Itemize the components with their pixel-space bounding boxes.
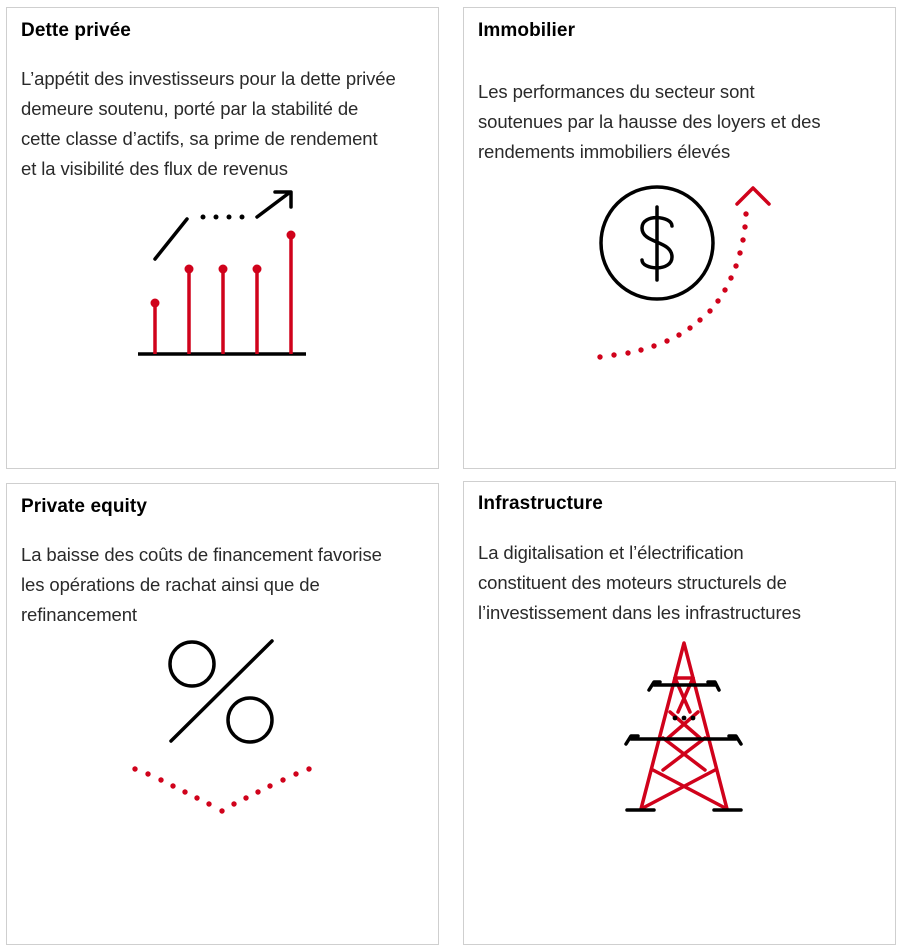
card-title: Infrastructure <box>478 493 603 514</box>
rising-bar-chart-icon <box>7 8 440 470</box>
dotted-down-chevron-icon <box>132 766 311 813</box>
card-description: La digitalisation et l’électrification constituent des moteurs structurels de l’investissement dans les infrastructures <box>478 542 801 623</box>
card-description: L’appétit des investisseurs pour la dette privée demeure soutenu, porté par la stabilité de cette classe d’actifs, sa prime de rendement et la visibilité des flux de revenus <box>21 68 396 179</box>
card-infrastructure <box>463 481 896 945</box>
dollar-coin-upward-arrow-icon <box>464 8 897 470</box>
card-private-equity <box>6 483 439 945</box>
card-title: Private equity <box>21 496 148 517</box>
card-title: Immobilier <box>478 20 576 41</box>
percent-down-chevron-icon <box>7 484 440 946</box>
percent-sign-icon <box>170 641 272 742</box>
card-title: Dette privée <box>21 20 131 41</box>
card-immobilier <box>463 7 896 469</box>
card-description: La baisse des coûts de financement favorise les opérations de rachat ainsi que de refinancement <box>21 544 382 625</box>
card-dette-privee <box>6 7 439 469</box>
power-pylon-icon <box>464 482 897 946</box>
card-description: Les performances du secteur sont soutenues par la hausse des loyers et des rendements immobiliers élevés <box>478 81 821 162</box>
